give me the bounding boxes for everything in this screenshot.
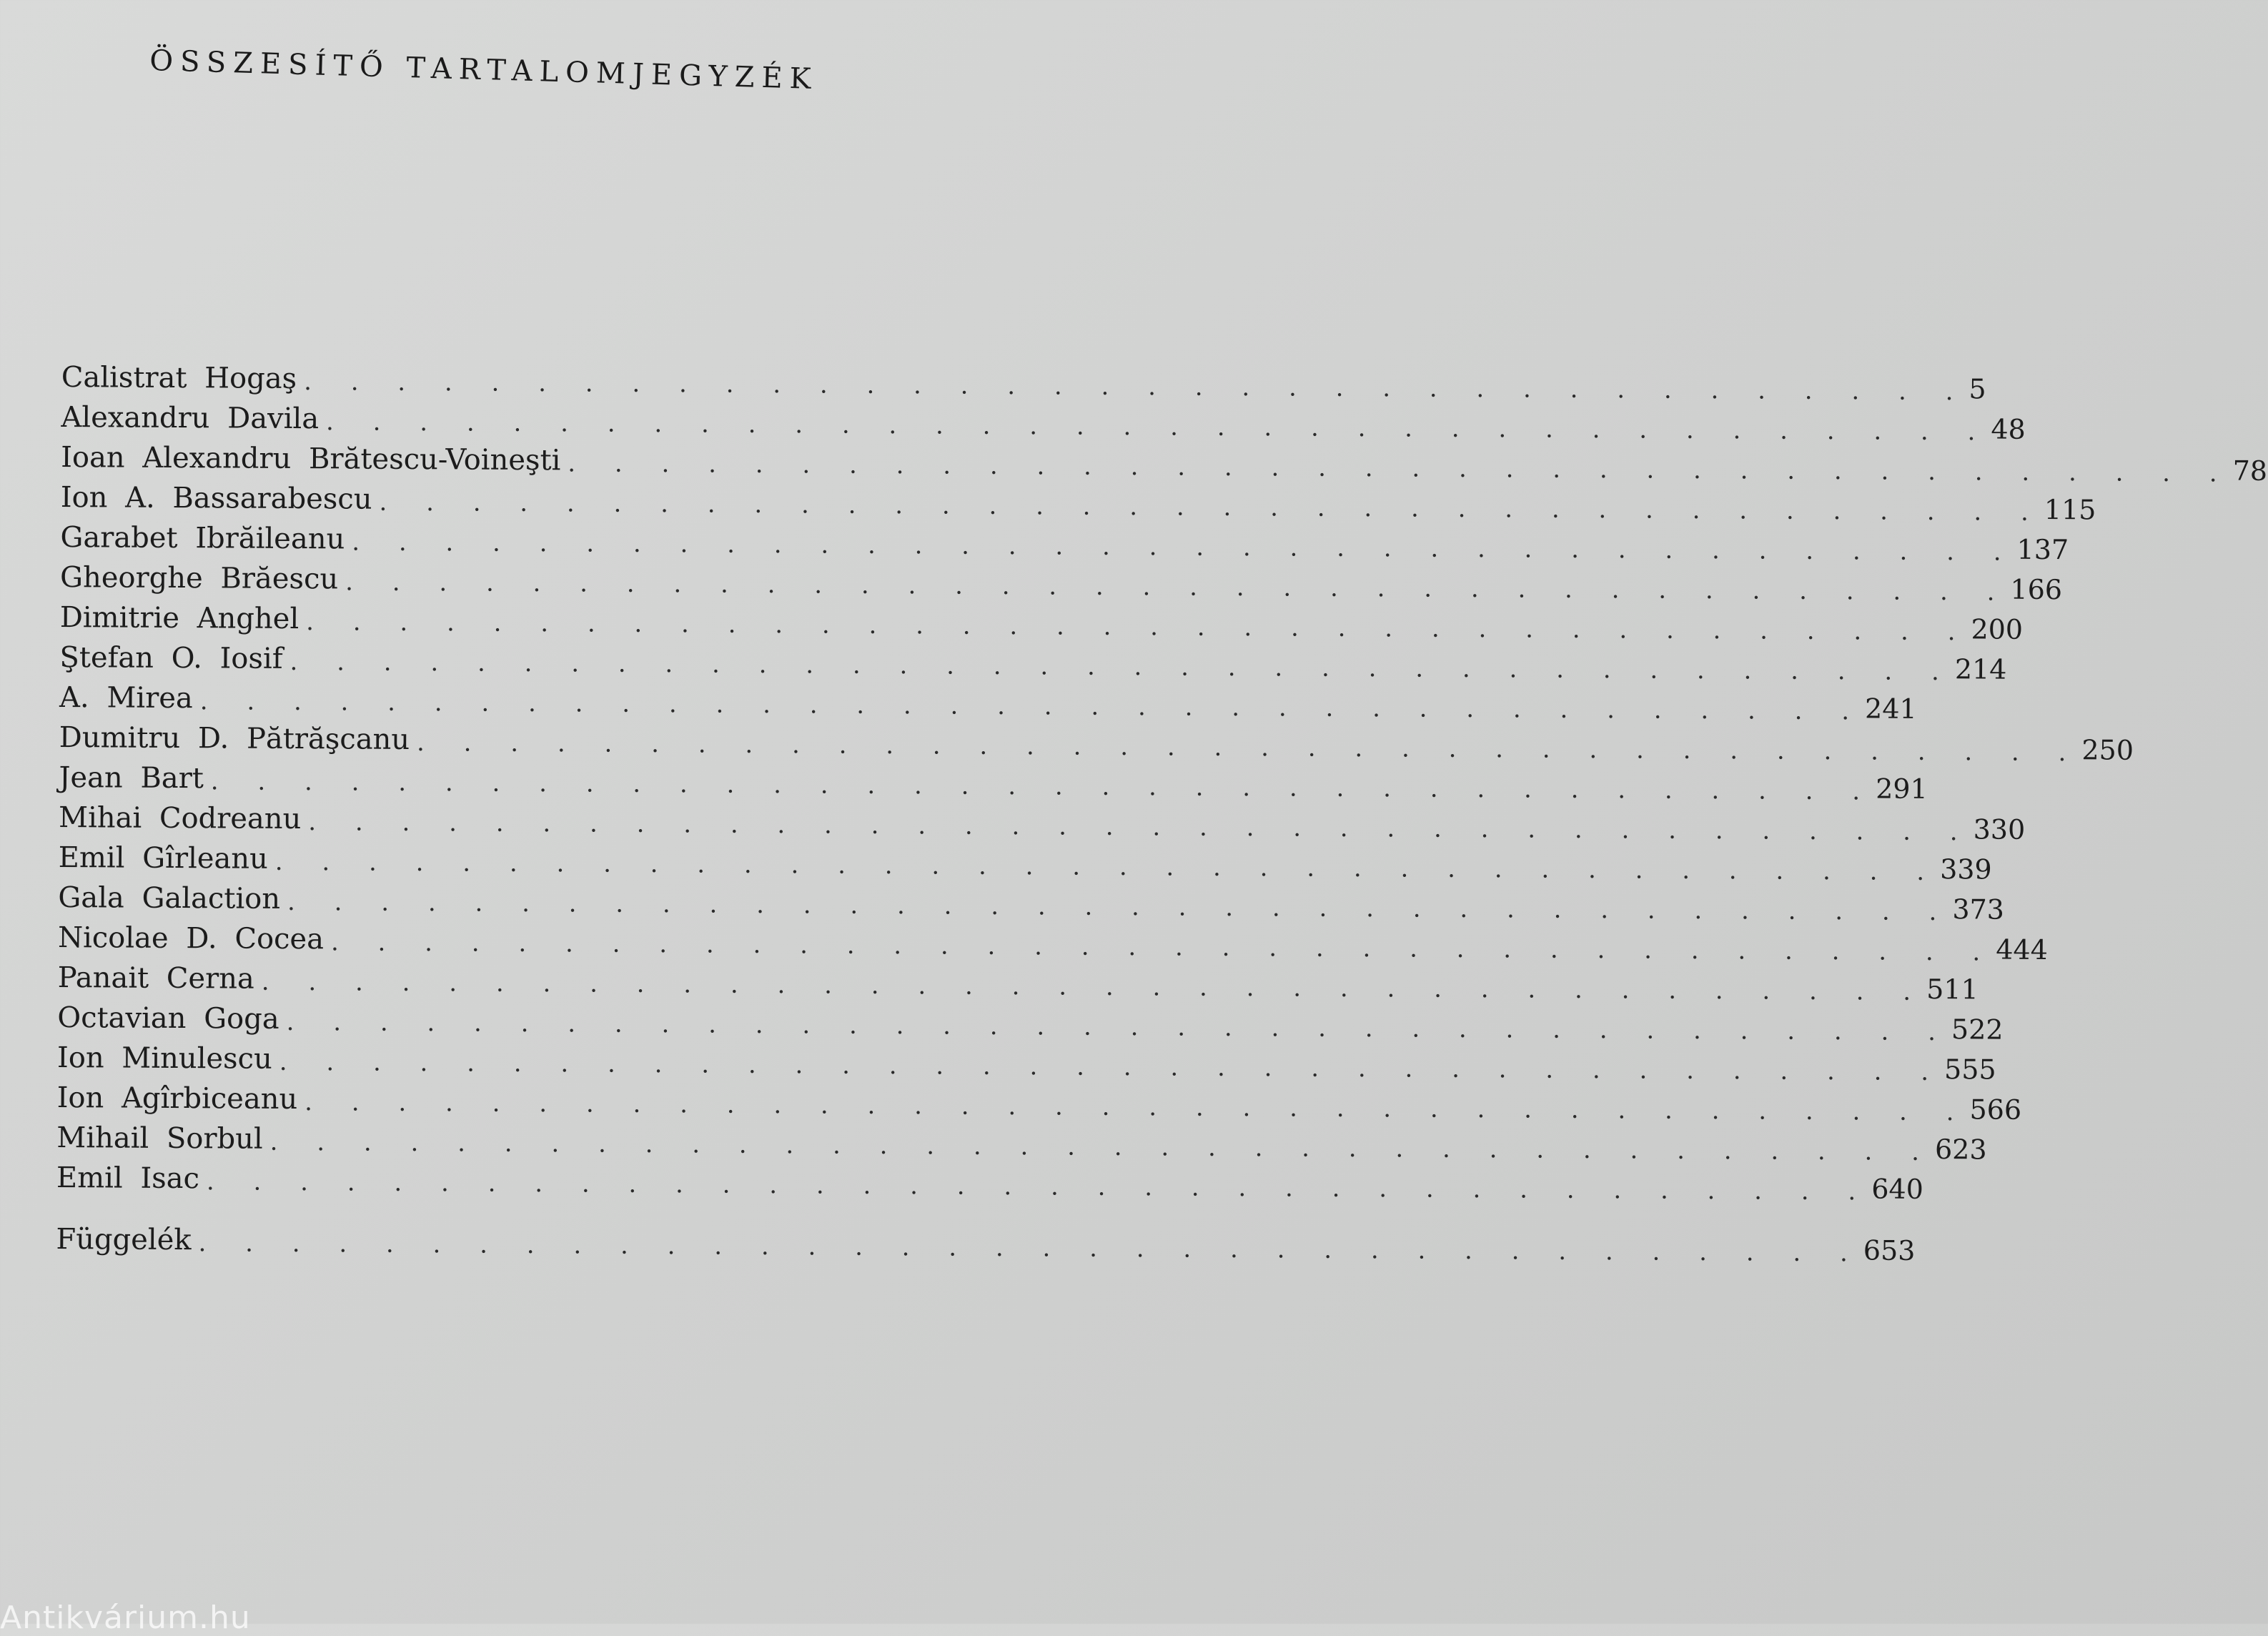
toc-entry-name: A. Mirea <box>59 680 193 715</box>
toc-leader-dots: . . . . . . . . . . . . . . . . . . . . . . . . . . . . . . . . . . . . <box>352 527 2017 567</box>
toc-entry <box>61 397 2026 447</box>
toc-entry <box>60 477 2096 527</box>
page-title: ÖSSZESÍTŐ TARTALOMJEGYZÉK <box>149 44 819 96</box>
toc-entry-name: Octavian Goga <box>57 1001 279 1036</box>
toc-appendix-name: Függelék <box>56 1222 192 1257</box>
toc-entry-name: Ion A. Bassarabescu <box>60 480 372 516</box>
toc-entry <box>56 1158 1923 1206</box>
toc-entry-page: 78 <box>2232 455 2268 487</box>
toc-entry-page: 48 <box>1991 413 2026 445</box>
toc-leader-dots: . . . . . . . . . . . . . . . . . . . . . . . . . . . . . . . . . . . . <box>304 367 1969 407</box>
toc-entry <box>59 758 1928 806</box>
toc-entry-page: 511 <box>1926 973 1979 1006</box>
toc-entry <box>60 517 2069 567</box>
toc-entry <box>57 918 2048 967</box>
toc-entry-name: Dimitrie Anghel <box>59 600 299 636</box>
toc-leader-dots: . . . . . . . . . . . . . . . . . . . . . . . . . . . . . . . . . . . . <box>279 1047 1945 1087</box>
toc-entry-page: 444 <box>1996 933 2048 966</box>
toc-leader-dots: . . . . . . . . . . . . . . . . . . . . . . . . . . . . . . . . . . . . <box>330 928 1996 967</box>
toc-entry-page: 200 <box>1971 613 2024 645</box>
toc-entry-name: Garabet Ibrăileanu <box>60 520 345 556</box>
toc-entry-page: 522 <box>1951 1013 2004 1046</box>
toc-leader-dots: . . . . . . . . . . . . . . . . . . . . . . . . . . . . . . . . . . . . <box>261 967 1927 1006</box>
toc-entry <box>59 678 1917 726</box>
toc-entry-page: 555 <box>1943 1054 1996 1086</box>
toc-entry <box>59 638 2007 687</box>
toc-entry-page: 640 <box>1871 1173 1923 1205</box>
toc-entry-page: 291 <box>1876 773 1928 805</box>
toc-leader-dots: . . . . . . . . . . . . . . . . . . . . . . . . . . . . . . . . . . . . <box>274 847 1941 887</box>
toc-entry-name: Mihai Codreanu <box>58 800 302 836</box>
toc-entry <box>56 1118 1987 1167</box>
toc-entry-name: Nicolae D. Cocea <box>57 921 325 956</box>
toc-leader-dots: . . . . . . . . . . . . . . . . . . . . . . . . . . . . . . . . . . . . <box>269 1127 1936 1167</box>
toc-leader-dots: . . . . . . . . . . . . . . . . . . . . . . . . . . . . . . . . . . . . <box>199 687 1866 726</box>
toc-entry-name: Ştefan O. Iosif <box>59 640 283 675</box>
toc-entry-name: Mihail Sorbul <box>56 1121 263 1156</box>
toc-leader-dots: . . . . . . . . . . . . . . . . . . . . . . . . . . . . . . . . . . . . <box>287 887 1953 927</box>
toc-entry <box>61 357 1986 407</box>
toc-entry-page: 115 <box>2044 493 2096 526</box>
toc-entry <box>59 598 2024 647</box>
toc-entry <box>56 1038 1996 1087</box>
toc-leader-dots: . . . . . . . . . . . . . . . . . . . . . . . . . . . . . . . . . . . . <box>210 767 1876 806</box>
toc-appendix-page: 653 <box>1863 1234 1916 1266</box>
toc-leader-dots: . . . . . . . . . . . . . . . . . . . . . . . . . . . . . . . . . . . . <box>198 1229 1863 1268</box>
toc-leader-dots: . . . . . . . . . . . . . . . . . . . . . . . . . . . . . . . . . . . . <box>308 808 1974 847</box>
toc-entry-page: 373 <box>1952 893 2005 926</box>
toc-leader-dots: . . . . . . . . . . . . . . . . . . . . . . . . . . . . . . . . . . . . <box>206 1167 1872 1206</box>
toc-entry-name: Ion Agîrbiceanu <box>56 1081 298 1116</box>
toc-entry-name: Calistrat Hogaş <box>61 360 297 396</box>
toc-leader-dots: . . . . . . . . . . . . . . . . . . . . . . . . . . . . . . . . . . . . <box>345 567 2011 607</box>
toc-leader-dots: . . . . . . . . . . . . . . . . . . . . . . . . . . . . . . . . . . . . <box>306 608 1971 647</box>
toc-leader-dots: . . . . . . . . . . . . . . . . . . . . . . . . . . . . . . . . . . . . <box>289 647 1955 687</box>
toc-leader-dots: . . . . . . . . . . . . . . . . . . . . . . . . . . . . . . . . . . . . <box>286 1007 1952 1047</box>
toc-entry <box>58 798 2026 847</box>
toc-entry-appendix <box>56 1219 1916 1268</box>
toc-entry-name: Emil Gîrleanu <box>58 841 268 876</box>
toc-entry <box>59 557 2063 607</box>
toc-leader-dots: . . . . . . . . . . . . . . . . . . . . . . . . . . . . . . . . . . . . <box>379 487 2044 527</box>
toc-entry-name: Panait Cerna <box>57 961 255 996</box>
toc-entry-name: Gala Galaction <box>58 881 281 916</box>
toc-entry-page: 241 <box>1864 693 1917 725</box>
toc-entry <box>58 878 2005 927</box>
table-of-contents <box>56 357 2268 1268</box>
toc-leader-dots: . . . . . . . . . . . . . . . . . . . . . . . . . . . . . . . . . . . . <box>417 728 2082 768</box>
toc-entry-page: 330 <box>1973 813 2026 846</box>
toc-entry-name: Emil Isac <box>56 1161 200 1196</box>
toc-entry-name: Alexandru Davila <box>61 400 320 436</box>
toc-leader-dots: . . . . . . . . . . . . . . . . . . . . . . . . . . . . . . . . . . . . <box>326 407 1991 447</box>
toc-entry-name: Dumitru D. Pătrăşcanu <box>59 720 410 756</box>
toc-entry-name: Gheorghe Brăescu <box>59 560 339 596</box>
toc-entry-page: 214 <box>1954 653 2007 685</box>
toc-entry-page: 339 <box>1940 853 1992 886</box>
watermark: Antikvárium.hu <box>0 1600 251 1636</box>
toc-entry <box>57 958 1979 1006</box>
toc-entry <box>61 437 2268 488</box>
toc-leader-dots: . . . . . . . . . . . . . . . . . . . . . . . . . . . . . . . . . . . . <box>304 1088 1970 1127</box>
toc-entry-page: 137 <box>2016 533 2069 566</box>
toc-entry <box>59 718 2134 768</box>
toc-leader-dots: . . . . . . . . . . . . . . . . . . . . . . . . . . . . . . . . . . . . <box>568 449 2233 488</box>
toc-entry-name: Jean Bart <box>59 760 204 795</box>
toc-entry <box>56 1078 2022 1127</box>
toc-entry-page: 5 <box>1969 373 1986 405</box>
toc-entry-page: 166 <box>2010 573 2063 606</box>
toc-entry <box>58 838 1992 887</box>
toc-entry-name: Ion Minulescu <box>56 1041 272 1076</box>
toc-entry <box>57 998 2004 1047</box>
toc-entry-name: Ioan Alexandru Brătescu-Voineşti <box>61 440 561 477</box>
toc-entry-page: 623 <box>1934 1134 1987 1166</box>
toc-entry-page: 566 <box>1969 1094 2022 1126</box>
toc-entry-page: 250 <box>2081 734 2134 766</box>
